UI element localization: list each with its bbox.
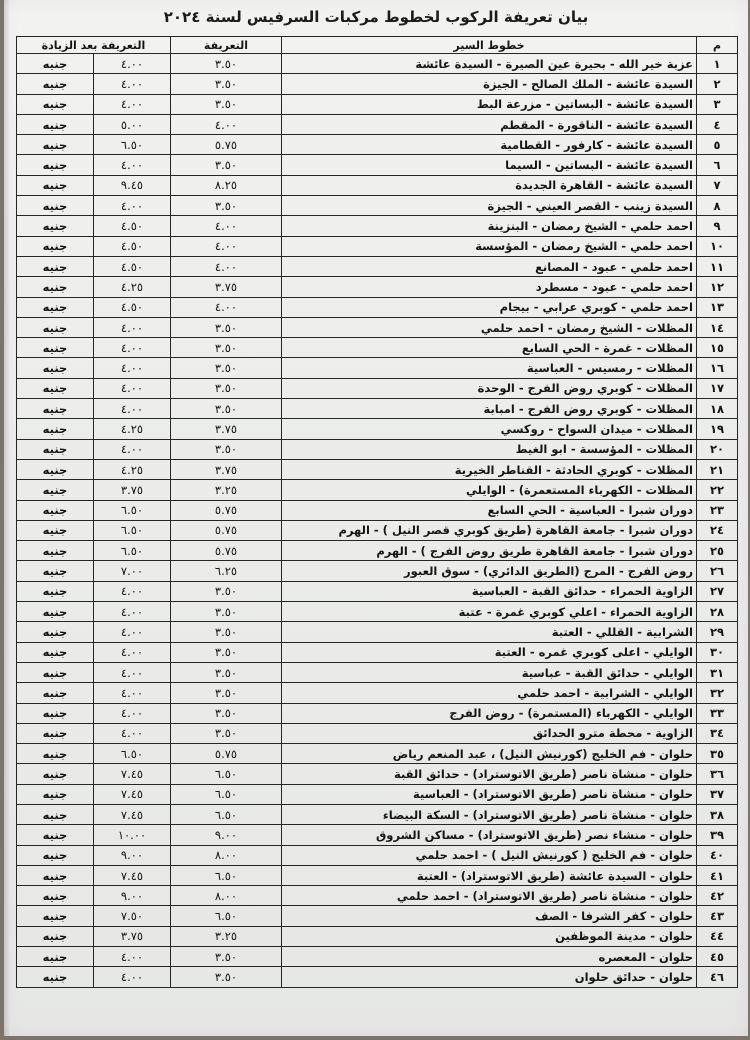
row-route: الوايلي - الكهرباء (المستمرة) - روض الفرج [282,703,697,723]
row-fare-after: ٦.٥٠ [94,500,171,520]
table-row [17,256,738,276]
row-route: حلوان - منشاة ناصر (طريق الاتوستراد) - احمد حلمي [282,886,697,906]
row-number: ١١ [697,256,738,276]
row-route: حلوان - كفر الشرفا - الصف [282,906,697,926]
table-row [17,277,738,297]
table-row [17,399,738,419]
row-fare: ٣.٥٠ [171,317,282,337]
row-fare-after: ٤.٠٠ [94,94,171,114]
row-fare: ٣.٥٠ [171,967,282,987]
table-body [17,54,738,988]
table-row [17,74,738,94]
row-number: ٣١ [697,662,738,682]
row-route: روض الفرج - المرج (الطريق الدائري) - سوق العبور [282,561,697,581]
row-currency: جنيه [17,906,94,926]
row-route: حلوان - المعصره [282,947,697,967]
row-number: ٥ [697,135,738,155]
row-fare-after: ٤.٠٠ [94,338,171,358]
row-currency: جنيه [17,764,94,784]
row-fare-after: ٤.٢٥ [94,277,171,297]
row-fare: ٣.٢٥ [171,480,282,500]
table-row [17,419,738,439]
row-currency: جنيه [17,520,94,540]
table-row [17,947,738,967]
row-fare-after: ٤.٢٥ [94,459,171,479]
row-fare-after: ٤.٠٠ [94,642,171,662]
table-row [17,581,738,601]
row-fare: ٣.٥٠ [171,94,282,114]
row-currency: جنيه [17,622,94,642]
row-route: احمد حلمي - الشيخ رمضان - البنزينة [282,216,697,236]
row-currency: جنيه [17,256,94,276]
row-route: حلوان - منشاة ناصر (طريق الاتوستراد) - العباسية [282,784,697,804]
row-fare: ٣.٥٠ [171,358,282,378]
row-currency: جنيه [17,845,94,865]
paper-sheet [4,0,748,1036]
table-row [17,703,738,723]
row-route: المظلات - غمرة - الحي السابع [282,338,697,358]
row-fare-after: ٤.٠٠ [94,581,171,601]
row-fare-after: ٤.٠٠ [94,703,171,723]
row-number: ٣٣ [697,703,738,723]
row-fare-after: ٤.٠٠ [94,317,171,337]
row-number: ٢٩ [697,622,738,642]
row-route: دوران شبرا - جامعة القاهرة طريق روض الفرج ) - الهرم [282,541,697,561]
row-fare: ٣.٥٠ [171,662,282,682]
row-currency: جنيه [17,500,94,520]
row-number: ١٦ [697,358,738,378]
row-currency: جنيه [17,784,94,804]
row-route: حلوان - منشاة ناصر (طريق الاتوستراد) - حدائق القبة [282,764,697,784]
row-fare: ٣.٥٠ [171,155,282,175]
table-row [17,804,738,824]
row-fare-after: ٤.٠٠ [94,439,171,459]
row-number: ٨ [697,196,738,216]
row-route: السيدة عائشة - القاهرة الجديدة [282,175,697,195]
row-currency: جنيه [17,744,94,764]
row-number: ١٥ [697,338,738,358]
table-row [17,135,738,155]
row-number: ٤١ [697,865,738,885]
row-fare-after: ٧.٤٥ [94,804,171,824]
row-currency: جنيه [17,561,94,581]
row-fare: ٣.٥٠ [171,54,282,74]
row-number: ٣٦ [697,764,738,784]
row-currency: جنيه [17,967,94,987]
table-row [17,297,738,317]
table-header-row [17,37,738,54]
table-row [17,358,738,378]
row-fare-after: ٤.٠٠ [94,967,171,987]
row-currency: جنيه [17,74,94,94]
header-fare: التعريفة [171,37,282,54]
row-route: المظلات - رمسيس - العباسية [282,358,697,378]
row-currency: جنيه [17,399,94,419]
row-number: ٣٢ [697,683,738,703]
row-currency: جنيه [17,926,94,946]
row-number: ٢٤ [697,520,738,540]
row-route: السيدة عائشة - كارفور - القطامية [282,135,697,155]
row-fare: ٤.٠٠ [171,114,282,134]
row-number: ٣٤ [697,723,738,743]
row-route: المظلات - كوبري روض الفرج - الوحدة [282,378,697,398]
row-fare: ٣.٧٥ [171,277,282,297]
row-number: ٢٣ [697,500,738,520]
table-row [17,967,738,987]
row-fare-after: ٦.٥٠ [94,541,171,561]
row-fare-after: ٤.٠٠ [94,683,171,703]
header-route: خطوط السير [282,37,697,54]
row-currency: جنيه [17,114,94,134]
row-fare-after: ٤.٠٠ [94,358,171,378]
row-currency: جنيه [17,419,94,439]
table-row [17,155,738,175]
row-fare: ٦.٥٠ [171,906,282,926]
row-route: عزبة خير الله - بحيرة عين الصيرة - السيدة عائشة [282,54,697,74]
row-fare-after: ٤.٠٠ [94,602,171,622]
table-row [17,196,738,216]
row-number: ٧ [697,175,738,195]
row-fare: ٨.٢٥ [171,175,282,195]
row-currency: جنيه [17,236,94,256]
row-number: ١٩ [697,419,738,439]
row-fare: ٦.٥٠ [171,804,282,824]
row-fare: ٤.٠٠ [171,297,282,317]
row-fare-after: ٩.٤٥ [94,175,171,195]
row-fare-after: ٤.٠٠ [94,662,171,682]
row-number: ٤٤ [697,926,738,946]
row-number: ٢٨ [697,602,738,622]
row-route: احمد حلمي - الشيخ رمضان - المؤسسة [282,236,697,256]
row-route: الزاوية الحمراء - اعلي كوبري غمرة - عتبة [282,602,697,622]
row-currency: جنيه [17,683,94,703]
row-fare: ٥.٧٥ [171,520,282,540]
row-route: المظلات - كوبري روض الفرج - امبابة [282,399,697,419]
row-route: دوران شبرا - العباسية - الحي السابع [282,500,697,520]
row-fare: ٥.٧٥ [171,541,282,561]
row-number: ٤٠ [697,845,738,865]
table-row [17,865,738,885]
row-currency: جنيه [17,358,94,378]
table-row [17,906,738,926]
table-row [17,338,738,358]
row-fare: ٥.٧٥ [171,135,282,155]
row-route: الوايلي - حدائق القبة - عباسية [282,662,697,682]
table-row [17,480,738,500]
fare-table [16,36,738,988]
row-number: ٢١ [697,459,738,479]
table-row [17,459,738,479]
row-number: ٢٠ [697,439,738,459]
row-fare: ٣.٧٥ [171,419,282,439]
row-currency: جنيه [17,175,94,195]
row-fare: ٣.٥٠ [171,74,282,94]
table-row [17,764,738,784]
table-row [17,642,738,662]
row-currency: جنيه [17,216,94,236]
row-fare: ٣.٥٠ [171,642,282,662]
row-fare: ٦.٥٠ [171,764,282,784]
row-fare: ٦.٥٠ [171,865,282,885]
row-route: الوايلي - الشرابية - احمد حلمي [282,683,697,703]
row-number: ٢٥ [697,541,738,561]
row-fare-after: ٤.٥٠ [94,256,171,276]
row-fare-after: ٣.٧٥ [94,480,171,500]
row-route: السيدة عائشة - الملك الصالح - الجيزة [282,74,697,94]
row-route: حلوان - مدينة الموظفين [282,926,697,946]
table-row [17,520,738,540]
row-route: السيدة عائشة - البساتين - السيما [282,155,697,175]
row-fare: ٣.٢٥ [171,926,282,946]
row-route: الشرابية - القللي - العتبة [282,622,697,642]
row-number: ٣٨ [697,804,738,824]
table-row [17,602,738,622]
row-route: احمد حلمي - عبود - مسطرد [282,277,697,297]
row-fare-after: ٧.٠٠ [94,561,171,581]
row-fare-after: ٤.٠٠ [94,723,171,743]
row-route: المظلات - ميدان السواح - روكسي [282,419,697,439]
row-fare: ٨.٠٠ [171,886,282,906]
row-currency: جنيه [17,602,94,622]
row-route: السيدة زينب - القصر العيني - الجيزة [282,196,697,216]
row-fare-after: ٤.٥٠ [94,297,171,317]
row-fare: ٣.٥٠ [171,196,282,216]
header-fare-after: التعريفة بعد الزيادة [17,37,171,54]
row-number: ١ [697,54,738,74]
row-route: احمد حلمي - عبود - المصانع [282,256,697,276]
row-currency: جنيه [17,723,94,743]
table-row [17,622,738,642]
row-number: ١٨ [697,399,738,419]
row-number: ٤٢ [697,886,738,906]
row-fare-after: ٦.٥٠ [94,744,171,764]
row-currency: جنيه [17,804,94,824]
row-currency: جنيه [17,541,94,561]
row-fare-after: ٤.٢٥ [94,419,171,439]
row-currency: جنيه [17,155,94,175]
paper-edge-shadow [4,0,10,1036]
row-fare-after: ٣.٧٥ [94,926,171,946]
row-route: الزاوية الحمراء - حدائق القبة - العباسية [282,581,697,601]
row-fare-after: ٧.٤٥ [94,784,171,804]
row-currency: جنيه [17,662,94,682]
row-fare-after: ٩.٠٠ [94,845,171,865]
row-route: المظلات - الكهرباء المستعمرة) - الوايلي [282,480,697,500]
row-currency: جنيه [17,825,94,845]
row-fare: ٣.٥٠ [171,602,282,622]
row-fare-after: ٤.٠٠ [94,622,171,642]
row-currency: جنيه [17,439,94,459]
row-route: حلوان - السيدة عائشة (طريق الاتوستراد) - العتبة [282,865,697,885]
table-row [17,317,738,337]
row-number: ١٣ [697,297,738,317]
table-row [17,784,738,804]
row-currency: جنيه [17,480,94,500]
row-fare: ٣.٥٠ [171,581,282,601]
row-currency: جنيه [17,196,94,216]
row-fare-after: ٦.٥٠ [94,135,171,155]
row-fare-after: ٥.٠٠ [94,114,171,134]
row-currency: جنيه [17,54,94,74]
table-row [17,744,738,764]
row-fare-after: ٧.٤٥ [94,764,171,784]
row-currency: جنيه [17,277,94,297]
header-number: م [697,37,738,54]
table-row [17,216,738,236]
row-fare-after: ٩.٠٠ [94,886,171,906]
row-route: حلوان - حدائق حلوان [282,967,697,987]
row-fare-after: ١٠.٠٠ [94,825,171,845]
row-number: ٣٩ [697,825,738,845]
row-fare: ٣.٥٠ [171,399,282,419]
row-route: الزاوية - محطة مترو الحدائق [282,723,697,743]
row-currency: جنيه [17,459,94,479]
table-row [17,439,738,459]
row-number: ٣٧ [697,784,738,804]
row-currency: جنيه [17,865,94,885]
row-fare-after: ٧.٤٥ [94,865,171,885]
row-currency: جنيه [17,703,94,723]
row-fare-after: ٤.٠٠ [94,196,171,216]
row-route: دوران شبرا - جامعة القاهرة (طريق كوبري قصر النيل ) - الهرم [282,520,697,540]
row-route: حلوان - فم الخليج (كورنيش النيل) ، عبد المنعم رياض [282,744,697,764]
row-route: حلوان - منشاة ناصر (طريق الاتوستراد) - السكة البيضاء [282,804,697,824]
row-fare: ٦.٥٠ [171,784,282,804]
row-fare-after: ٤.٠٠ [94,947,171,967]
row-fare-after: ٤.٠٠ [94,399,171,419]
table-row [17,926,738,946]
row-fare: ٤.٠٠ [171,256,282,276]
table-row [17,500,738,520]
table-row [17,541,738,561]
row-route: المظلات - الشيخ رمضان - احمد حلمي [282,317,697,337]
row-fare: ٣.٥٠ [171,622,282,642]
row-number: ٣ [697,94,738,114]
table-row [17,845,738,865]
row-fare: ٩.٠٠ [171,825,282,845]
row-number: ٤٥ [697,947,738,967]
row-currency: جنيه [17,642,94,662]
row-route: المظلات - المؤسسة - ابو الغيط [282,439,697,459]
row-currency: جنيه [17,947,94,967]
row-currency: جنيه [17,317,94,337]
table-row [17,561,738,581]
row-fare: ٣.٥٠ [171,703,282,723]
row-number: ٣٥ [697,744,738,764]
row-number: ٢ [697,74,738,94]
table-row [17,94,738,114]
table-row [17,236,738,256]
row-fare-after: ٤.٠٠ [94,155,171,175]
row-fare-after: ٤.٠٠ [94,54,171,74]
row-fare: ٥.٧٥ [171,500,282,520]
row-currency: جنيه [17,581,94,601]
row-fare-after: ٤.٥٠ [94,216,171,236]
row-fare: ٣.٥٠ [171,338,282,358]
row-number: ٤ [697,114,738,134]
row-fare: ٥.٧٥ [171,744,282,764]
row-fare: ٣.٥٠ [171,947,282,967]
row-currency: جنيه [17,886,94,906]
row-route: احمد حلمي - كوبري عرابي - بيجام [282,297,697,317]
row-route: السيدة عائشة - البساتين - مزرعة البط [282,94,697,114]
row-currency: جنيه [17,378,94,398]
row-route: حلوان - فم الخليج ( كورنيش النيل ) - احمد حلمي [282,845,697,865]
row-number: ١٧ [697,378,738,398]
row-fare: ٤.٠٠ [171,216,282,236]
row-fare: ٣.٥٠ [171,378,282,398]
row-route: المظلات - كوبري الحادثة - القناطر الخيرية [282,459,697,479]
row-fare-after: ٧.٥٠ [94,906,171,926]
row-fare-after: ٤.٠٠ [94,378,171,398]
row-fare-after: ٤.٥٠ [94,236,171,256]
row-fare: ٦.٢٥ [171,561,282,581]
row-fare: ٣.٧٥ [171,459,282,479]
table-row [17,378,738,398]
table-row [17,54,738,74]
row-number: ٢٢ [697,480,738,500]
table-row [17,683,738,703]
row-number: ٣٠ [697,642,738,662]
row-fare: ٨.٠٠ [171,845,282,865]
row-route: الوايلي - اعلى كوبري غمره - العتبة [282,642,697,662]
table-row [17,175,738,195]
row-fare: ٤.٠٠ [171,236,282,256]
row-number: ٢٧ [697,581,738,601]
row-currency: جنيه [17,94,94,114]
row-fare: ٣.٥٠ [171,683,282,703]
row-fare: ٣.٥٠ [171,439,282,459]
table-row [17,723,738,743]
row-route: السيدة عائشة - الناقورة - المقطم [282,114,697,134]
row-number: ١٤ [697,317,738,337]
table-row [17,662,738,682]
table-row [17,825,738,845]
row-number: ١٢ [697,277,738,297]
row-fare: ٣.٥٠ [171,723,282,743]
row-number: ٦ [697,155,738,175]
table-row [17,114,738,134]
row-fare-after: ٦.٥٠ [94,520,171,540]
row-currency: جنيه [17,135,94,155]
row-currency: جنيه [17,338,94,358]
row-fare-after: ٤.٠٠ [94,74,171,94]
row-number: ٩ [697,216,738,236]
row-route: حلوان - منشاء نصر (طريق الاتوستراد) - مساكن الشروق [282,825,697,845]
row-number: ٤٣ [697,906,738,926]
row-number: ٢٦ [697,561,738,581]
table-row [17,886,738,906]
row-number: ١٠ [697,236,738,256]
document-title: بيان تعريفة الركوب لخطوط مركبات السرفيس لسنة ٢٠٢٤ [163,8,589,26]
row-currency: جنيه [17,297,94,317]
row-number: ٤٦ [697,967,738,987]
